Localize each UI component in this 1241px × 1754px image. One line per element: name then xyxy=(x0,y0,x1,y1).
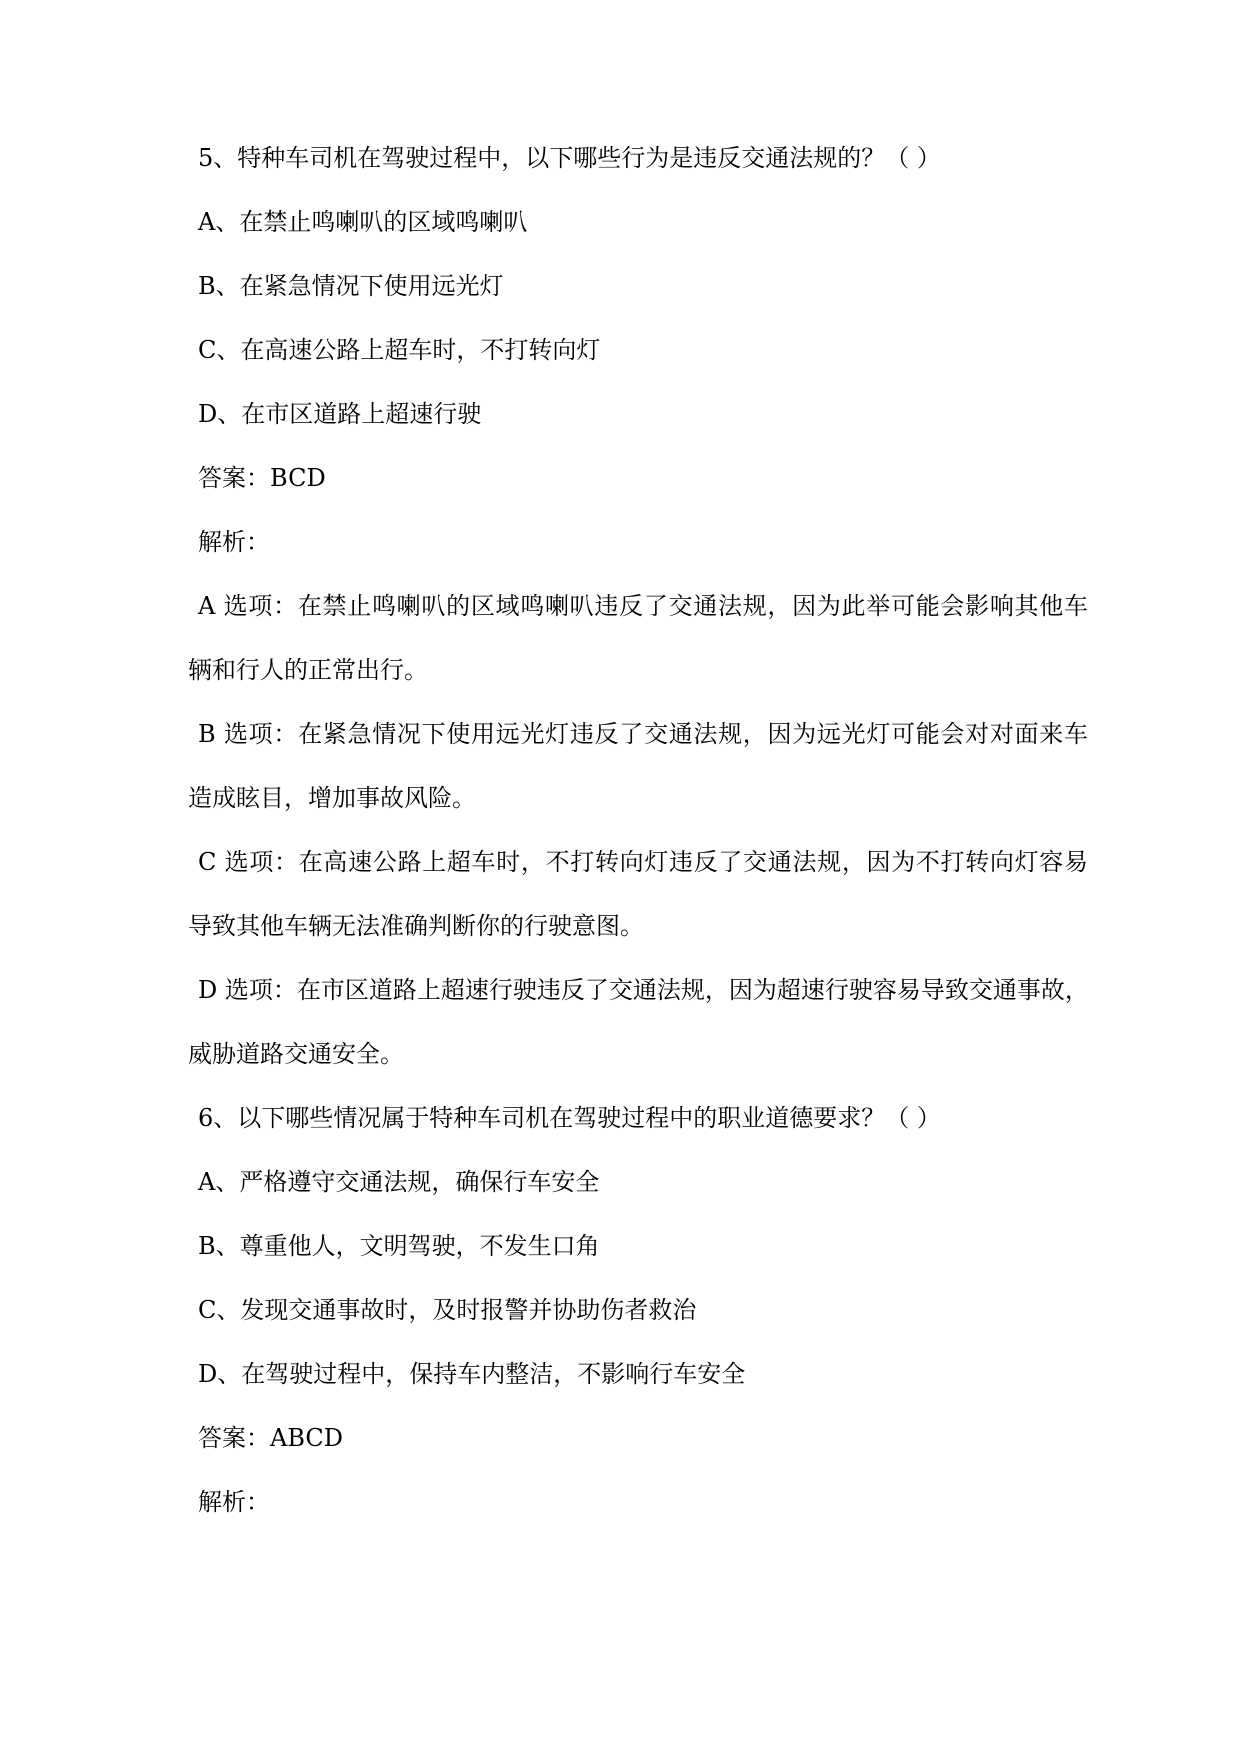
question-5-option-b: B、在紧急情况下使用远光灯 xyxy=(198,272,504,300)
question-6-option-c: C、发现交通事故时，及时报警并协助伤者救治 xyxy=(198,1296,697,1324)
analysis-c-line-2: 导致其他车辆无法准确判断你的行驶意图。 xyxy=(188,912,644,940)
document-content xyxy=(188,141,1089,1549)
analysis-a-line-1: A 选项：在禁止鸣喇叭的区域鸣喇叭违反了交通法规，因为此举可能会影响其他车 xyxy=(198,592,1088,620)
question-5-option-c: C、在高速公路上超车时，不打转向灯 xyxy=(198,336,601,364)
question-5-analysis-label: 解析： xyxy=(198,528,270,556)
analysis-a-line-2: 辆和行人的正常出行。 xyxy=(188,656,428,684)
question-6-option-b: B、尊重他人，文明驾驶，不发生口角 xyxy=(198,1232,600,1260)
question-6-text: 6、以下哪些情况属于特种车司机在驾驶过程中的职业道德要求？（ ） xyxy=(198,1104,941,1132)
question-5-option-a: A、在禁止鸣喇叭的区域鸣喇叭 xyxy=(198,208,528,236)
question-5-analysis-d xyxy=(188,973,1089,1071)
analysis-b-line-2: 造成眩目，增加事故风险。 xyxy=(188,784,476,812)
analysis-d-line-1: D 选项：在市区道路上超速行驶违反了交通法规，因为超速行驶容易导致交通事故， xyxy=(198,976,1089,1004)
question-6-answer: 答案：ABCD xyxy=(198,1424,344,1452)
question-6-option-d: D、在驾驶过程中，保持车内整洁，不影响行车安全 xyxy=(198,1360,746,1388)
analysis-b-line-1: B 选项：在紧急情况下使用远光灯违反了交通法规，因为远光灯可能会对对面来车 xyxy=(198,720,1088,748)
question-6-analysis-label: 解析： xyxy=(198,1488,270,1516)
question-5-option-d: D、在市区道路上超速行驶 xyxy=(198,400,482,428)
analysis-c-line-1: C 选项：在高速公路上超车时，不打转向灯违反了交通法规，因为不打转向灯容易 xyxy=(198,848,1088,876)
question-5-text: 5、特种车司机在驾驶过程中，以下哪些行为是违反交通法规的？（ ） xyxy=(198,144,941,172)
question-6-option-a: A、严格遵守交通法规，确保行车安全 xyxy=(198,1168,600,1196)
question-5-analysis-b xyxy=(188,717,1088,815)
question-5-answer: 答案：BCD xyxy=(198,464,326,492)
question-5-analysis-a xyxy=(188,589,1088,687)
question-5-analysis-c xyxy=(188,845,1088,943)
analysis-d-line-2: 威胁道路交通安全。 xyxy=(188,1040,404,1068)
